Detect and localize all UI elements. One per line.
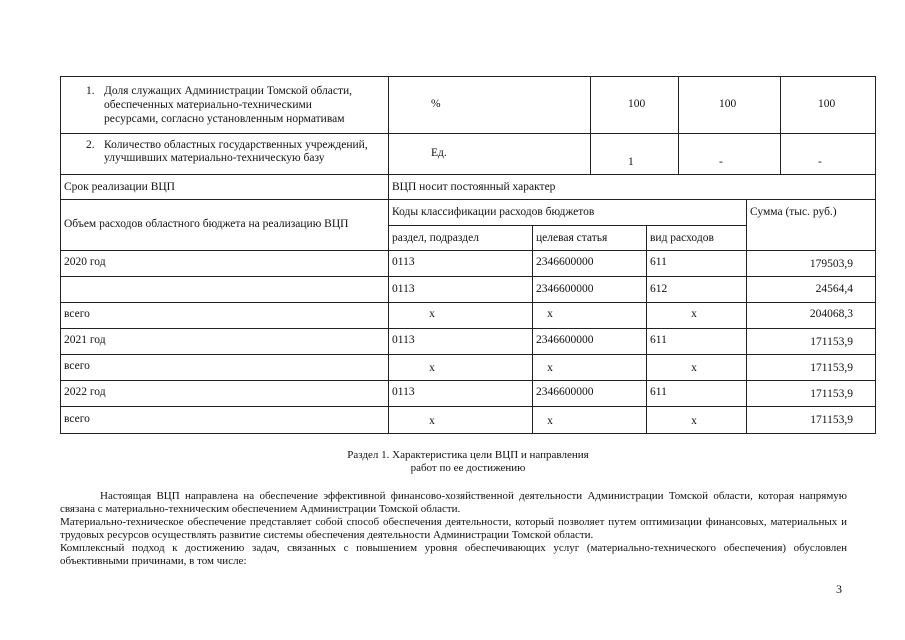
row-type: х	[691, 415, 697, 427]
indicator-value: 1	[628, 156, 634, 168]
row-sum: 171153,9	[810, 414, 853, 426]
indicator-value: 100	[719, 98, 737, 110]
row-type: х	[691, 308, 697, 320]
row-section: 0113	[392, 334, 415, 346]
row-target: 2346600000	[536, 386, 594, 398]
section-title-line: работ по ее достижению	[410, 461, 526, 474]
row-type: 611	[650, 386, 667, 398]
row-section: 0113	[392, 386, 415, 398]
indicator-value: 100	[628, 98, 646, 110]
row-target: 2346600000	[536, 256, 594, 268]
indicator-name-line: Доля служащих Администрации Томской области,	[104, 85, 353, 97]
indicator-name-line: улучшивших материально-техническую базу	[104, 152, 325, 164]
row-section: х	[429, 362, 435, 374]
row-section: 0113	[392, 283, 415, 295]
row-sum: 171153,9	[810, 362, 853, 374]
row-type: 612	[650, 283, 668, 295]
indicator-number: 2.	[86, 139, 95, 151]
row-section: 0113	[392, 256, 415, 268]
row-type: 611	[650, 256, 667, 268]
row-label: 2020 год	[64, 256, 106, 268]
row-target: х	[547, 362, 553, 374]
body-paragraph: Настоящая ВЦП направлена на обеспечение эффективной финансово-хозяйственной деятельности Администрации Томской области, которая напрямую связана с материально-техническим обеспечением Администрации Томской области.	[60, 490, 847, 515]
page-number: 3	[836, 582, 842, 596]
row-type: 611	[650, 334, 667, 346]
budget-label: Объем расходов областного бюджета на реализацию ВЦП	[64, 218, 349, 230]
row-type: х	[691, 362, 697, 374]
indicator-unit: Ед.	[431, 147, 447, 159]
row-sum: 24564,4	[815, 283, 853, 295]
codes-header: Коды классификации расходов бюджетов	[392, 206, 595, 218]
section-title-line: Раздел 1. Характеристика цели ВЦП и направления	[347, 449, 589, 461]
row-section: х	[429, 308, 435, 320]
row-target: 2346600000	[536, 334, 594, 346]
col-type-header: вид расходов	[650, 232, 714, 244]
row-label: 2022 год	[64, 386, 106, 398]
sum-header: Сумма (тыс. руб.)	[750, 206, 837, 218]
indicator-name-line: Количество областных государственных учреждений,	[104, 139, 368, 151]
indicator-number: 1.	[86, 85, 95, 97]
indicator-name-line: ресурсами, согласно установленным нормативам	[104, 113, 345, 125]
indicator-name-line: обеспеченных материально-техническими	[104, 99, 312, 111]
body-paragraph: Комплексный подход к достижению задач, связанных с повышением уровня обеспечивающих услуг (материально-технического обеспечения) обусловлен объективными причинами, в том числе:	[60, 542, 847, 567]
row-target: х	[547, 415, 553, 427]
row-section: х	[429, 415, 435, 427]
row-sum: 179503,9	[809, 258, 853, 270]
row-label: 2021 год	[64, 334, 106, 346]
term-label: Срок реализации ВЦП	[64, 181, 175, 193]
body-paragraph: Материально-техническое обеспечение представляет собой способ обеспечения деятельности, который позволяет путем оптимизации финансовых, материальных и трудовых ресурсов осуществлять развитие системы обеспечения деятельности Администрации Томской области.	[60, 516, 847, 541]
row-sum: 171153,9	[810, 336, 853, 348]
indicator-value: -	[818, 156, 822, 168]
term-value: ВЦП носит постоянный характер	[392, 181, 556, 193]
row-sum: 204068,3	[809, 308, 853, 320]
section-title	[60, 449, 876, 474]
indicator-value: -	[719, 156, 723, 168]
row-label: всего	[64, 360, 90, 372]
row-target: 2346600000	[536, 283, 594, 295]
row-sum: 171153,9	[810, 388, 853, 400]
col-section-header: раздел, подраздел	[392, 232, 479, 244]
row-label: всего	[64, 413, 90, 425]
row-target: х	[547, 308, 553, 320]
indicator-unit: %	[431, 98, 441, 110]
indicator-value: 100	[818, 98, 836, 110]
row-label: всего	[64, 308, 90, 320]
col-target-header: целевая статья	[536, 232, 608, 244]
